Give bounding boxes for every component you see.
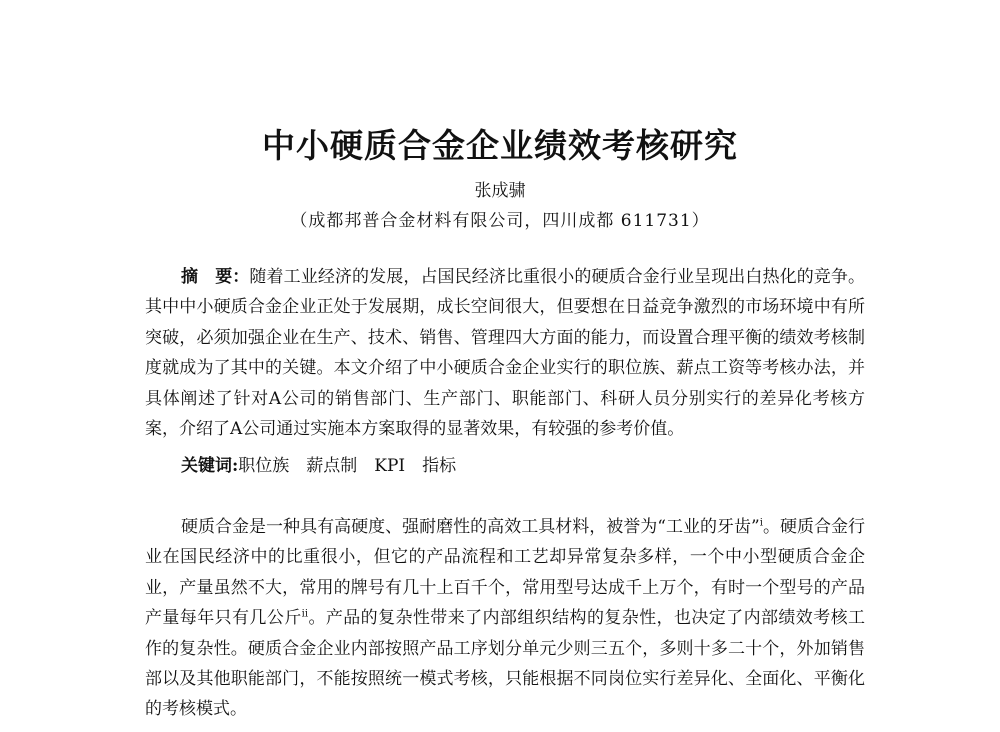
footnote-ref-2: ii (301, 608, 309, 620)
author-name: 张成骕 (474, 181, 526, 201)
author-affiliation: （成都邦普合金材料有限公司，四川成都 611731） (290, 211, 710, 231)
intro-text-part1: 硬质合金是一种具有高硬度、强耐磨性的高效工具材料，被誉为“工业的牙齿” (181, 517, 760, 537)
abstract-label: 摘 要： (181, 267, 250, 287)
paper-title: 中小硬质合金企业绩效考核研究 (262, 126, 738, 165)
intro-text-part2: 。硬质合金行业在国民经济中的比重很小，但它的产品流程和工艺却异常复杂多样，一个中小型硬质合金企业，产量虽然不大，常用的牌号有几十上百千个，常用型号达成千上万个，有时一个型号的产品产量每年只有几公斤 (145, 517, 865, 629)
intro-paragraph (145, 512, 865, 725)
keywords-text: 职位族 薪点制 KPI 指标 (238, 456, 457, 476)
abstract-paragraph (145, 262, 865, 444)
intro-text-part3: 。产品的复杂性带来了内部组织结构的复杂性，也决定了内部绩效考核工作的复杂性。硬质合金企业内部按照产品工序划分单元少则三五个，多则十多二十个，外加销售部以及其他职能部门，不能按照统一模式考核，只能根据不同岗位实行差异化、全面化、平衡化的考核模式。 (145, 608, 866, 720)
footnote-ref-1: i (759, 517, 763, 529)
abstract-text: 随着工业经济的发展，占国民经济比重很小的硬质合金行业呈现出白热化的竞争。其中中小硬质合金企业正处于发展期，成长空间很大，但要想在日益竞争激烈的市场环境中有所突破，必须加强企业在生产、技术、销售、管理四大方面的能力，而设置合理平衡的绩效考核制度就成为了其中的关键。本文介绍了中小硬质合金企业实行的职位族、薪点工资等考核办法，并具体阐述了针对A公司的销售部门、生产部门、职能部门、科研人员分别实行的差异化考核方案，介绍了A公司通过实施本方案取得的显著效果，有较强的参考价值。 (145, 267, 866, 440)
keywords-label: 关键词: (181, 456, 239, 476)
keywords-line (181, 451, 456, 481)
